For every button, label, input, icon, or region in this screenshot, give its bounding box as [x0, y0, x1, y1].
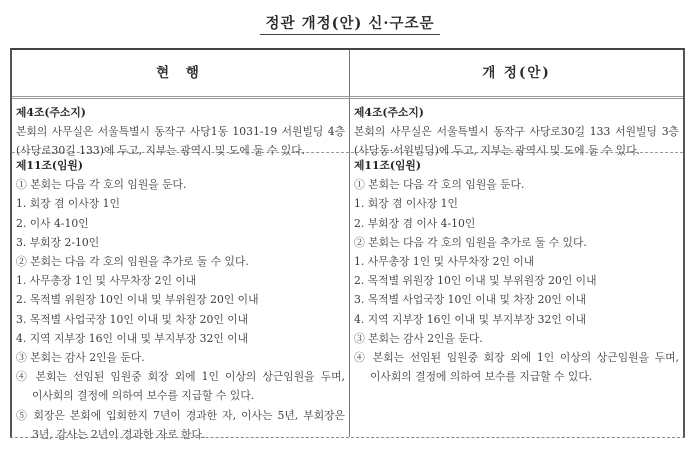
- clause-line: ② 본회는 다음 각 호의 임원을 추가로 둘 수 있다.: [16, 255, 249, 269]
- clause-line: ③ 본회는 감사 2인을 둔다.: [16, 351, 145, 365]
- article-title: 제11조(임원): [354, 159, 421, 172]
- clause-line: ① 본회는 다음 각 호의 임원을 둔다.: [354, 178, 525, 192]
- table-header-row: [12, 50, 683, 99]
- clause-line: 4. 지역 지부장 16인 이내 및 부지부장 32인 이내: [16, 331, 249, 345]
- clause-line: ② 본회는 다음 각 호의 임원을 추가로 둘 수 있다.: [354, 235, 587, 249]
- clause-line: 이사회의 결정에 의하여 보수를 지급할 수 있다.: [370, 370, 593, 384]
- clause-line: 2. 부회장 겸 이사 4-10인: [354, 216, 476, 230]
- article-text-line: (사당동·서원빌딩)에 두고, 지부는 광역시 및 도에 둘 수 있다.: [354, 144, 641, 158]
- clause-line: ④ 본회는 선임된 임원중 회장 외에 1인 이상의 상근임원을 두며,: [16, 370, 345, 384]
- table-row-article-11: [12, 153, 683, 441]
- header-proposed: 개 정(안): [482, 65, 551, 81]
- article-text-line: 본회의 사무실은 서울특별시 동작구 사당로30길 133 서원빌딩 3층: [354, 125, 679, 139]
- clause-line: 4. 지역 지부장 16인 이내 및 부지부장 32인 이내: [354, 312, 587, 326]
- document-title-text: 정관 개정(안) 신·구조문: [260, 12, 441, 35]
- header-current: 현 행: [156, 65, 205, 81]
- clause-line: 1. 회장 겸 이사장 1인: [16, 197, 120, 211]
- clause-line: 3. 목적별 사업국장 10인 이내 및 차장 20인 이내: [16, 312, 249, 326]
- clause-line: 2. 이사 4-10인: [16, 216, 89, 230]
- table-row-article-4: [12, 100, 683, 158]
- clause-line: 3년, 감사는 2년이 경과한 자로 한다.: [32, 427, 206, 441]
- clause-line: ③ 본회는 감사 2인을 둔다.: [354, 331, 483, 345]
- clause-line: 3. 목적별 사업국장 10인 이내 및 차장 20인 이내: [354, 293, 587, 307]
- clause-line: 이사회의 결정에 의하여 보수를 지급할 수 있다.: [32, 389, 255, 403]
- clause-line: 1. 사무총장 1인 및 사무차장 2인 이내: [354, 255, 535, 269]
- cell-current-article-11: [12, 153, 349, 441]
- cell-current-article-4: [12, 100, 349, 158]
- document-title: [0, 12, 700, 35]
- clause-line: 1. 회장 겸 이사장 1인: [354, 197, 458, 211]
- clause-line: ① 본회는 다음 각 호의 임원을 둔다.: [16, 178, 187, 192]
- clause-line: 2. 목적별 위원장 10인 이내 및 부위원장 20인 이내: [16, 293, 259, 307]
- clause-line: 2. 목적별 위원장 10인 이내 및 부위원장 20인 이내: [354, 274, 597, 288]
- clause-line: 1. 사무총장 1인 및 사무차장 2인 이내: [16, 274, 197, 288]
- article-title: 제4조(주소지): [16, 106, 86, 119]
- clause-line: ⑤ 회장은 본회에 입회한지 7년이 경과한 자, 이사는 5년, 부회장은: [16, 408, 345, 422]
- article-title: 제4조(주소지): [354, 106, 424, 119]
- comparison-table: [10, 48, 685, 441]
- article-title: 제11조(임원): [16, 159, 83, 172]
- article-text-line: (사당로30길 133)에 두고, 지부는 광역시 및 도에 둘 수 있다.: [16, 144, 306, 158]
- cell-proposed-article-11: [350, 153, 683, 437]
- cell-proposed-article-4: [350, 100, 683, 158]
- clause-line: ④ 본회는 선임된 임원중 회장 외에 1인 이상의 상근임원을 두며,: [354, 351, 679, 365]
- article-text-line: 본회의 사무실은 서울특별시 동작구 사당1동 1031-19 서원빌딩 4층: [16, 125, 345, 139]
- clause-line: 3. 부회장 2-10인: [16, 235, 100, 249]
